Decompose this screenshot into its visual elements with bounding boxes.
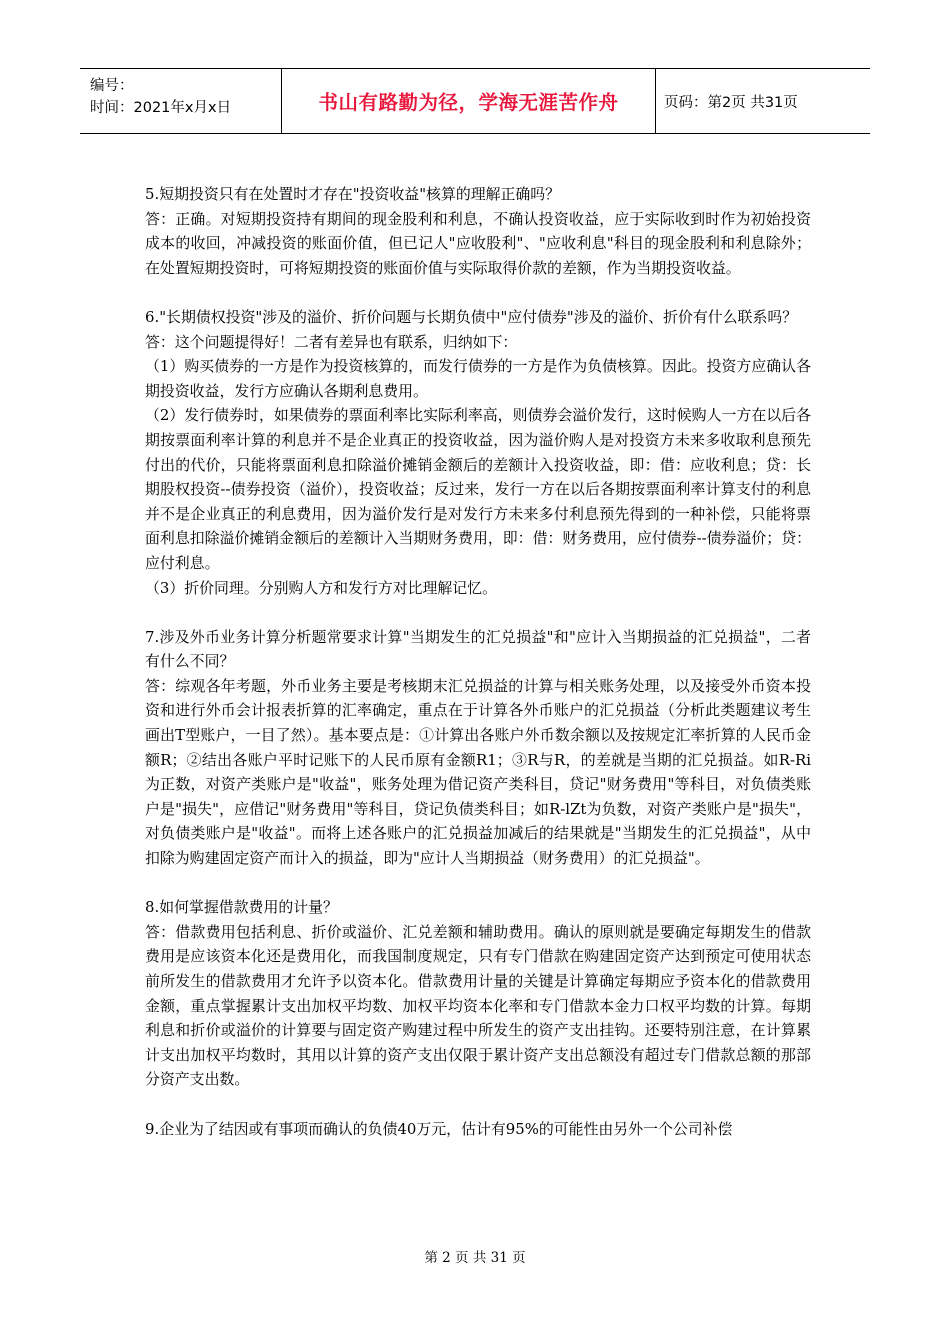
document-number-label: 编号：	[90, 78, 134, 94]
question-title: 6."长期债权投资"涉及的溢价、折价问题与长期负债中"应付债券"涉及的溢价、折价有什么联系吗？	[145, 307, 798, 326]
answer-paragraph: （1）购买债券的一方是作为投资核算的，而发行债券的一方是作为负债核算。因此。投资方应确认各期投资收益，发行方应确认各期利息费用。	[145, 357, 811, 400]
page-footer: 第 2 页 共 31 页	[424, 1250, 526, 1266]
question-block	[145, 1117, 811, 1142]
document-date-label: 时间：2021年x月x日	[90, 100, 232, 116]
question-block	[145, 182, 811, 280]
question-block	[145, 305, 811, 600]
question-title: 9.企业为了结因或有事项而确认的负债40万元，估计有95%的可能性由另外一个公司补偿	[145, 1119, 733, 1138]
header-motto: 书山有路勤为径，学海无涯苦作舟	[282, 69, 656, 133]
question-block	[145, 895, 811, 1092]
answer-paragraph: 答：这个问题提得好！二者有差异也有联系，归纳如下：	[145, 332, 518, 351]
answer-paragraph: 答：借款费用包括利息、折价或溢价、汇兑差额和辅助费用。确认的原则就是要确定每期发生的借款费用是应该资本化还是费用化，而我国制度规定，只有专门借款在购建固定资产达到预定可使用状态前所发生的借款费用才允许予以资本化。借款费用计量的关键是计算确定每期应予资本化的借款费用金额，重点掌握累计支出加权平均数、加权平均资本化率和专门借款本金力口权平均数的计算。每期利息和折价或溢价的计算要与固定资产购建过程中所发生的资产支出挂钩。还要特别注意，在计算累计支出加权平均数时，其用以计算的资产支出仅限于累计资产支出总额没有超过专门借款总额的那部分资产支出数。	[145, 922, 811, 1089]
question-title: 8.如何掌握借款费用的计量？	[145, 898, 338, 917]
answer-paragraph: （3）折价同理。分别购人方和发行方对比理解记忆。	[145, 578, 497, 597]
header-page-number: 页码：第2页 共31页	[664, 94, 798, 111]
answer-paragraph: （2）发行债券时，如果债券的票面利率比实际利率高，则债券会溢价发行，这时候购人一方在以后各期按票面利率计算的利息并不是企业真正的投资收益，因为溢价购人是对投资方未来多收取利息预先付出的代价，只能将票面利息扣除溢价摊销金额后的差额计入投资收益，即：借：应收利息；贷：长期股权投资--债券投资（溢价），投资收益；反过来，发行一方在以后各期按票面利率计算支付的利息并不是企业真正的利息费用，因为溢价发行是对发行方未来多付利息预先得到的一种补偿，只能将票面利息扣除溢价摊销金额后的差额计入当期财务费用，即：借：财务费用，应付债券--债券溢价；贷：应付利息。	[145, 406, 811, 572]
answer-paragraph: 答：正确。对短期投资持有期间的现金股利和利息，不确认投资收益，应于实际收到时作为初始投资成本的收回，冲减投资的账面价值，但已记人"应收股利"、"应收利息"科目的现金股利和利息除外；在处置短期投资时，可将短期投资的账面价值与实际取得价款的差额，作为当期投资收益。	[145, 209, 811, 277]
question-title: 5.短期投资只有在处置时才存在"投资收益"核算的理解正确吗？	[145, 185, 561, 203]
answer-paragraph: 答：综观各年考题，外币业务主要是考核期末汇兑损益的计算与相关账务处理，以及接受外币资本投资和进行外币会计报表折算的汇率确定，重点在于计算各外币账户的汇兑损益（分析此类题建议考生画出T型账户，一目了然）。基本要点是：①计算出各账户外币数余额以及按规定汇率折算的人民币金额R；②结出各账户平时记账下的人民币原有金额R1；③R与R，的差就是当期的汇兑损益。如R-Ri为正数，对资产类账户是"收益"，账务处理为借记资产类科目，贷记"财务费用"等科目，对负债类账户是"损失"，应借记"财务费用"等科目，贷记负债类科目；如R-lZt为负数，对资产类账户是"损失"，对负债类账户是"收益"。而将上述各账户的汇兑损益加减后的结果就是"当期发生的汇兑损益"，从中扣除为购建固定资产而计入的损益，即为"应计人当期损益（财务费用）的汇兑损益"。	[145, 676, 811, 868]
question-title: 7.涉及外币业务计算分析题常要求计算"当期发生的汇兑损益"和"应计入当期损益的汇兑损益"，二者有什么不同？	[145, 627, 811, 671]
question-block	[145, 625, 811, 871]
document-body	[145, 182, 811, 1141]
header-meta	[80, 69, 282, 133]
page-header	[80, 68, 870, 134]
